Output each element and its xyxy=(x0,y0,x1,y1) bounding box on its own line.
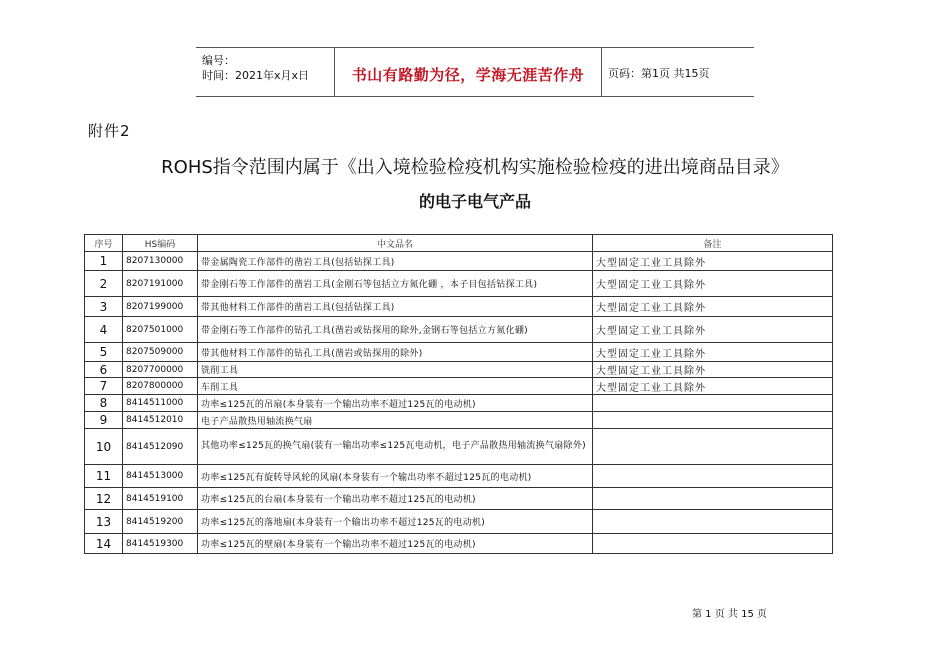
table-row xyxy=(85,412,833,429)
row-hs-code: 8414519300 xyxy=(123,534,198,554)
row-note: 大型固定工业工具除外 xyxy=(593,317,833,343)
row-product-name: 车削工具 xyxy=(198,378,593,395)
table-row xyxy=(85,510,833,534)
row-hs-code: 8414519200 xyxy=(123,510,198,534)
page-footer: 第 1 页 共 15 页 xyxy=(692,609,767,620)
table-row xyxy=(85,429,833,465)
row-note: 大型固定工业工具除外 xyxy=(593,271,833,297)
attachment-label: 附件2 xyxy=(88,122,131,140)
row-seq: 3 xyxy=(85,297,123,317)
row-seq: 12 xyxy=(85,488,123,510)
row-hs-code: 8207700000 xyxy=(123,362,198,378)
row-product-name: 功率≤125瓦的落地扇(本身装有一个输出功率不超过125瓦的电动机) xyxy=(198,510,593,534)
row-note xyxy=(593,510,833,534)
row-note xyxy=(593,412,833,429)
row-product-name: 功率≤125瓦的壁扇(本身装有一个输出功率不超过125瓦的电动机) xyxy=(198,534,593,554)
motto: 书山有路勤为径，学海无涯苦作舟 xyxy=(351,66,585,84)
row-seq: 7 xyxy=(85,378,123,395)
row-seq: 9 xyxy=(85,412,123,429)
row-hs-code: 8414511000 xyxy=(123,395,198,412)
row-seq: 5 xyxy=(85,343,123,362)
document-header xyxy=(196,47,754,97)
row-note: 大型固定工业工具除外 xyxy=(593,343,833,362)
row-product-name: 功率≤125瓦的吊扇(本身装有一个输出功率不超过125瓦的电动机) xyxy=(198,395,593,412)
row-note: 大型固定工业工具除外 xyxy=(593,378,833,395)
row-seq: 10 xyxy=(85,429,123,465)
row-seq: 14 xyxy=(85,534,123,554)
row-product-name: 功率≤125瓦有旋转导风轮的风扇(本身装有一个输出功率不超过125瓦的电动机) xyxy=(198,465,593,488)
row-note: 大型固定工业工具除外 xyxy=(593,362,833,378)
table-row xyxy=(85,378,833,395)
row-hs-code: 8414512090 xyxy=(123,429,198,465)
row-seq: 6 xyxy=(85,362,123,378)
row-seq: 11 xyxy=(85,465,123,488)
header-page-cell xyxy=(602,48,754,96)
column-header-note: 备注 xyxy=(593,235,833,252)
row-product-name: 带金属陶瓷工作部件的凿岩工具(包括钻探工具) xyxy=(198,252,593,271)
row-note xyxy=(593,534,833,554)
table-row xyxy=(85,271,833,297)
table-row xyxy=(85,252,833,271)
row-hs-code: 8414519100 xyxy=(123,488,198,510)
column-header-seq: 序号 xyxy=(85,235,123,252)
row-product-name: 功率≤125瓦的台扇(本身装有一个输出功率不超过125瓦的电动机) xyxy=(198,488,593,510)
row-product-name: 带金刚石等工作部件的钻孔工具(凿岩或钻探用的除外,金钢石等包括立方氮化硼) xyxy=(198,317,593,343)
row-product-name: 其他功率≤125瓦的换气扇(装有一输出功率≤125瓦电动机，电子产品散热用轴流换气扇除外) xyxy=(198,429,593,465)
table-row xyxy=(85,488,833,510)
table-row xyxy=(85,297,833,317)
row-note xyxy=(593,395,833,412)
row-seq: 1 xyxy=(85,252,123,271)
page-code: 页码：第1页 共15页 xyxy=(608,67,710,80)
row-seq: 13 xyxy=(85,510,123,534)
table-row xyxy=(85,465,833,488)
row-note xyxy=(593,429,833,465)
header-info-cell xyxy=(196,48,335,96)
row-note: 大型固定工业工具除外 xyxy=(593,297,833,317)
row-note xyxy=(593,465,833,488)
row-product-name: 铣削工具 xyxy=(198,362,593,378)
row-hs-code: 8207191000 xyxy=(123,271,198,297)
row-hs-code: 8414512010 xyxy=(123,412,198,429)
row-hs-code: 8207199000 xyxy=(123,297,198,317)
table-row xyxy=(85,362,833,378)
row-hs-code: 8207130000 xyxy=(123,252,198,271)
row-note xyxy=(593,488,833,510)
table-row xyxy=(85,343,833,362)
column-header-hs: HS编码 xyxy=(123,235,198,252)
row-hs-code: 8207501000 xyxy=(123,317,198,343)
table-row xyxy=(85,317,833,343)
row-product-name: 带其他材料工作部件的凿岩工具(包括钻探工具) xyxy=(198,297,593,317)
table-header-row xyxy=(85,235,833,252)
row-hs-code: 8414513000 xyxy=(123,465,198,488)
row-seq: 4 xyxy=(85,317,123,343)
table-row xyxy=(85,534,833,554)
table-row xyxy=(85,395,833,412)
page-title: ROHS指令范围内属于《出入境检验检疫机构实施检验检疫的进出境商品目录》 xyxy=(161,157,789,178)
header-motto-cell xyxy=(335,48,602,96)
document-code-label: 编号： xyxy=(202,54,235,67)
row-note: 大型固定工业工具除外 xyxy=(593,252,833,271)
row-product-name: 带金刚石等工作部件的凿岩工具(金刚石等包括立方氮化硼 ，本子目包括钻探工具) xyxy=(198,271,593,297)
page-subtitle: 的电子电气产品 xyxy=(418,192,531,211)
product-table xyxy=(84,234,833,554)
document-time: 时间：2021年x月x日 xyxy=(202,69,310,82)
row-product-name: 带其他材料工作部件的钻孔工具(凿岩或钻探用的除外) xyxy=(198,343,593,362)
row-seq: 2 xyxy=(85,271,123,297)
column-header-name: 中文品名 xyxy=(198,235,593,252)
row-hs-code: 8207800000 xyxy=(123,378,198,395)
row-seq: 8 xyxy=(85,395,123,412)
row-hs-code: 8207509000 xyxy=(123,343,198,362)
row-product-name: 电子产品散热用轴流换气扇 xyxy=(198,412,593,429)
